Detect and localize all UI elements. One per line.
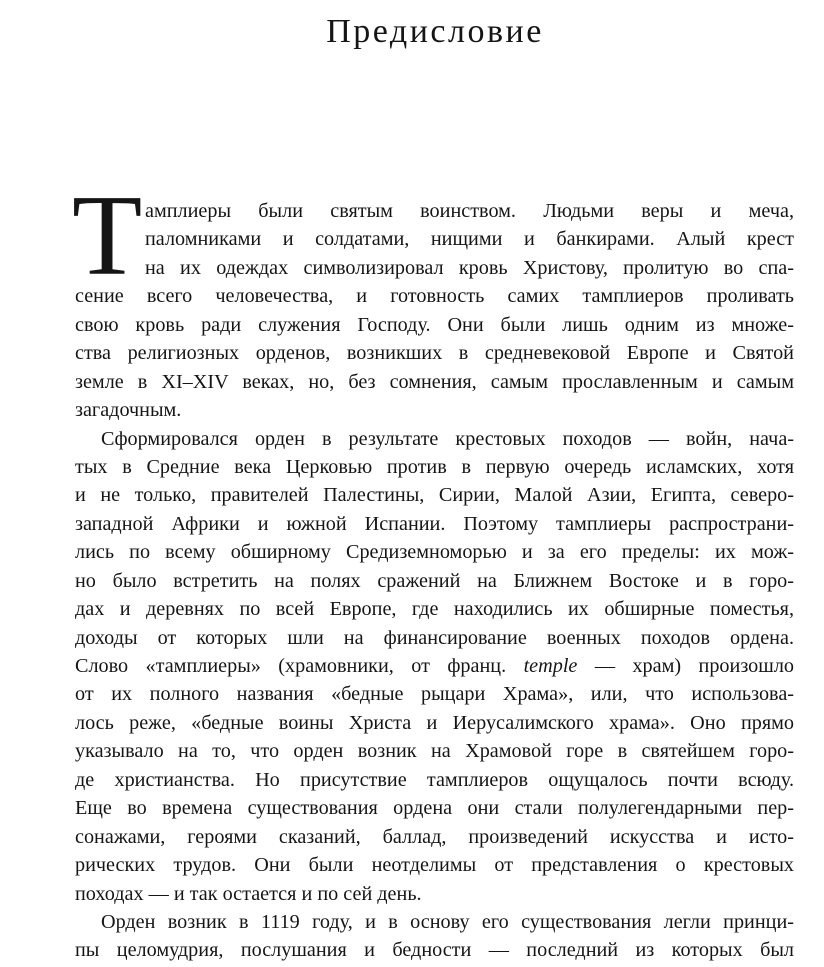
text-line: доходы от которых шли на финансирование военных походов ордена. — [75, 626, 794, 649]
text-line: западной Африки и южной Испании. Поэтому тамплиеры распространи- — [75, 512, 794, 535]
text-line: дах и деревнях по всей Европе, где находились их обширные поместья, — [75, 598, 794, 621]
text-line: Еще во времена существования ордена они стали полулегендарными пер- — [75, 797, 794, 820]
text-line: пы целомудрия, послушания и бедности — последний из которых был — [75, 939, 794, 962]
text-line: Орден возник в 1119 году, и в основу его существования легли принци- — [101, 910, 794, 933]
text-fragment: Слово «тамплиеры» (храмовники, от франц. — [75, 655, 507, 677]
text-line-with-term — [75, 652, 794, 680]
drop-cap-letter: Т — [72, 172, 143, 299]
text-line: походах — и так остается и по сей день. — [75, 882, 422, 905]
text-line: но было встретить на полях сражений на Ближнем Востоке и в горо- — [75, 569, 794, 592]
paragraph-3 — [0, 908, 824, 965]
text-line: амплиеры были святым воинством. Людьми веры и меча, — [145, 200, 794, 222]
text-line: Сформировался орден в результате крестовых походов — войн, нача- — [101, 427, 794, 450]
body-text — [0, 197, 824, 965]
text-line: ства религиозных орденов, возникших в средневековой Европе и Святой — [75, 342, 794, 365]
paragraph-1 — [0, 197, 824, 425]
text-line: де христианства. Но присутствие тамплиеров ощущалось почти всюду. — [75, 768, 794, 791]
text-line: земле в XI–XIV веках, но, без сомнения, самым прославленным и самым — [75, 370, 794, 393]
text-line: тых в Средние века Церковью против в первую очередь исламских, хотя — [75, 455, 794, 478]
text-line: загадочным. — [75, 399, 182, 422]
text-fragment: — храм) произошло — [594, 655, 794, 677]
chapter-title: Предисловие — [326, 13, 544, 50]
foreign-term: temple — [523, 655, 578, 677]
text-line: сонажами, героями сказаний, баллад, произведений искусства и исто- — [75, 825, 794, 848]
text-line: и не только, правителей Палестины, Сирии, Малой Азии, Египта, северо- — [75, 484, 794, 507]
text-line: свою кровь ради служения Господу. Они были лишь одним из множе- — [75, 313, 794, 336]
text-line: от их полного названия «бедные рыцари Храма», или, что использова- — [75, 683, 794, 706]
text-line: на их одеждах символизировал кровь Христову, пролитую во спа- — [145, 256, 794, 279]
text-line: рических трудов. Они были неотделимы от представления о крестовых — [75, 854, 794, 877]
text-line: указывало на то, что орден возник на Храмовой горе в святейшем горо- — [75, 740, 794, 763]
text-line: лись по всему обширному Средиземноморью и за его пределы: их мож- — [75, 541, 794, 564]
text-line: паломниками и солдатами, нищими и банкирами. Алый крест — [145, 228, 794, 251]
text-line: лось реже, «бедные воины Христа и Иерусалимского храма». Оно прямо — [75, 711, 794, 734]
text-line: сение всего человечества, и готовность самих тамплиеров проливать — [75, 285, 794, 308]
paragraph-2 — [0, 425, 824, 908]
